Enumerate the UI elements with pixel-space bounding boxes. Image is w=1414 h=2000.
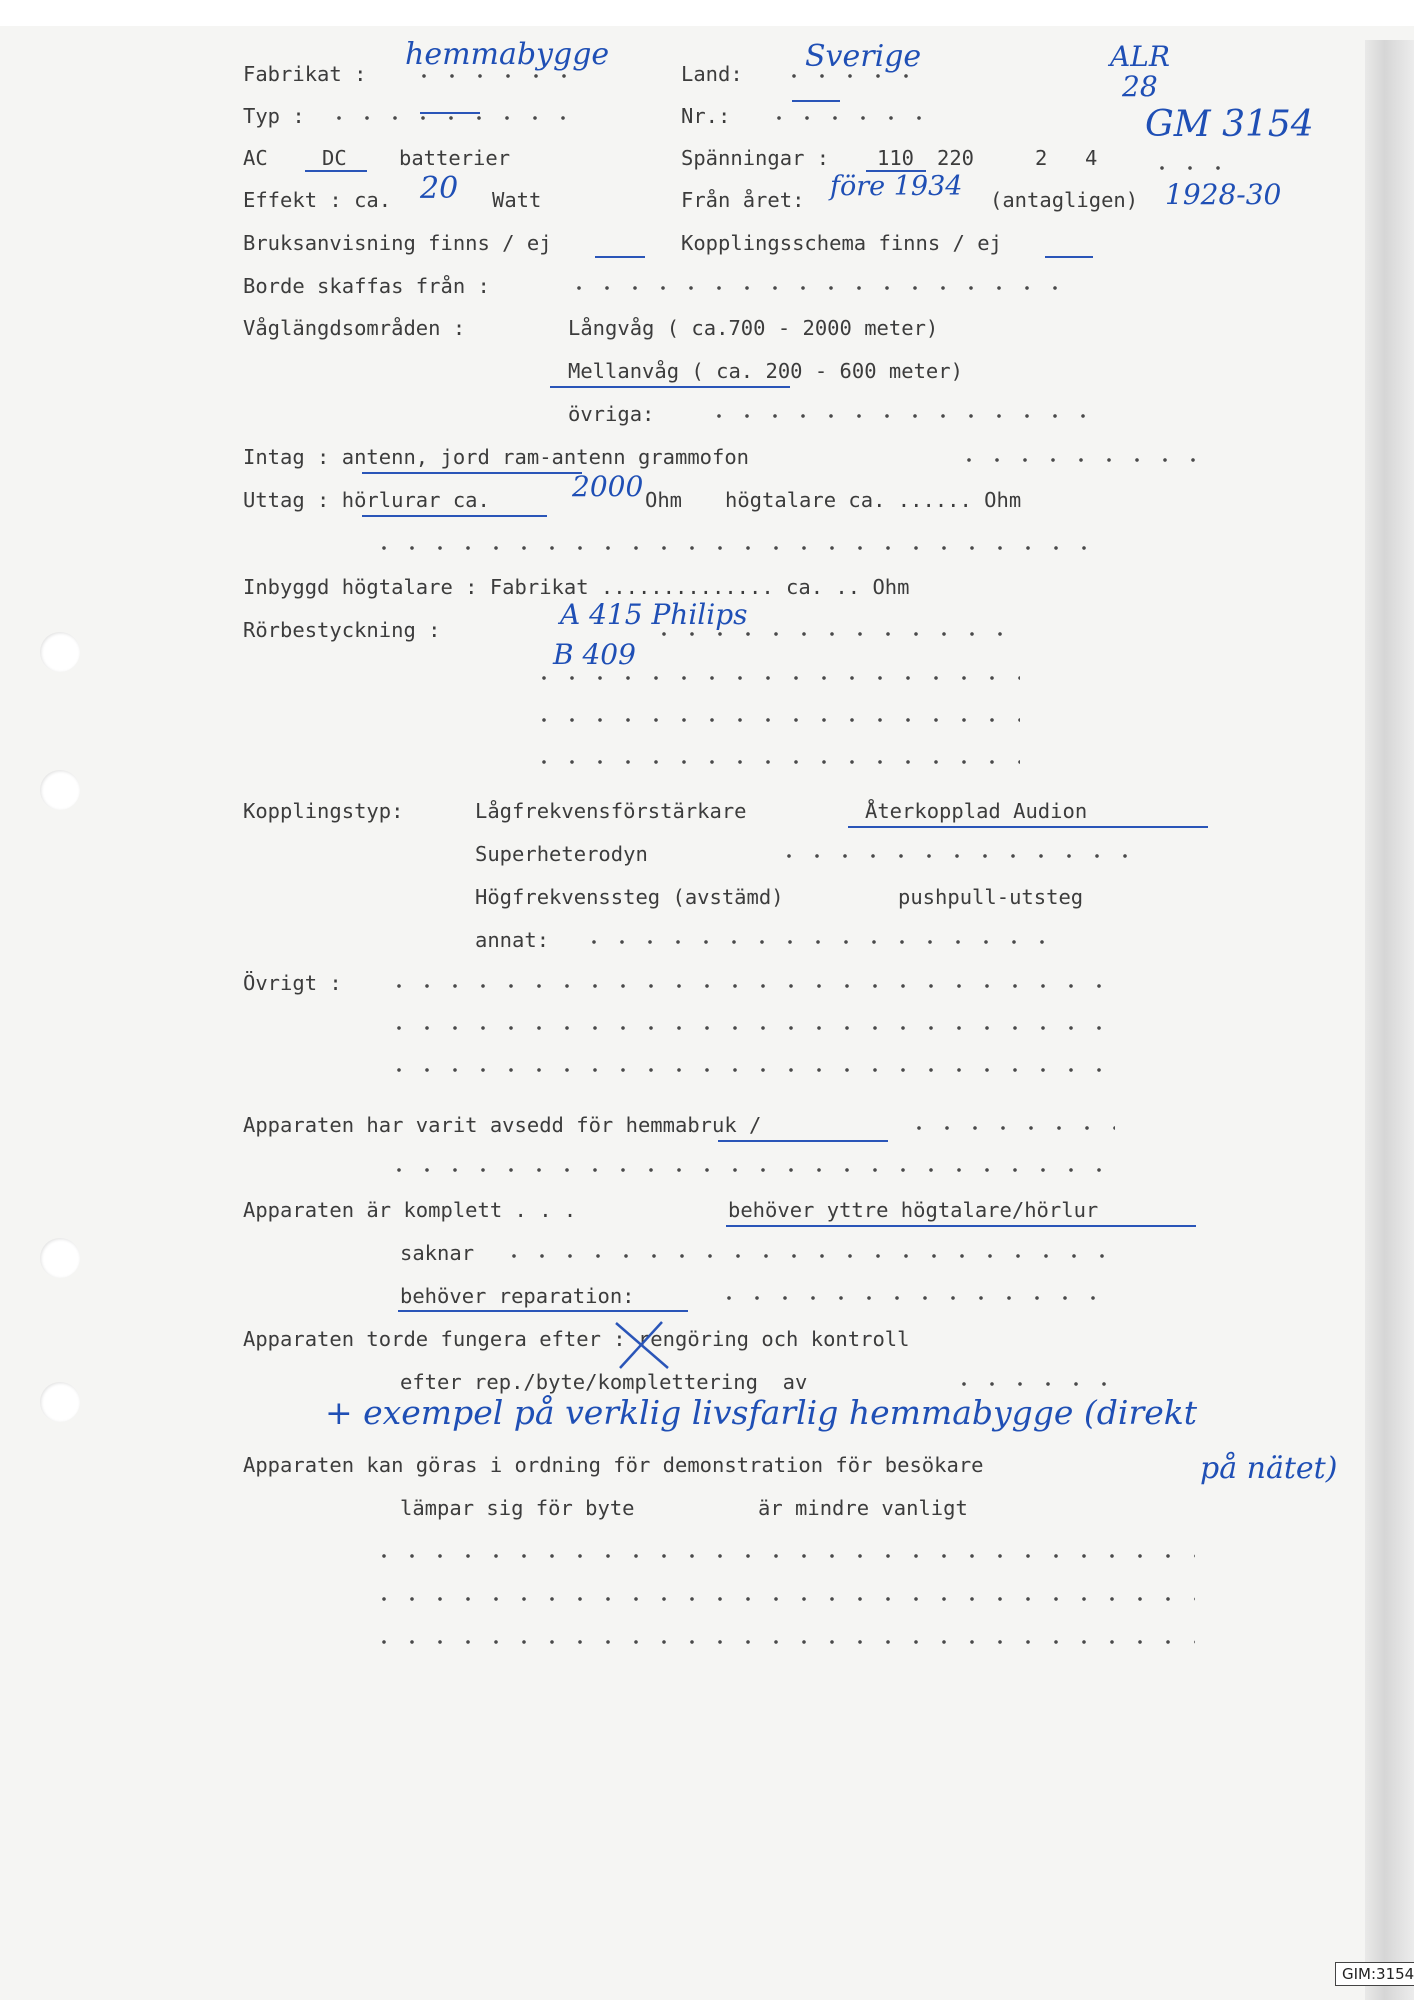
label-komplett: Apparaten är komplett . . .: [243, 1198, 577, 1222]
hand-uttag-value: 2000: [572, 470, 644, 503]
dot-leader: [500, 1254, 1110, 1258]
hand-underline-behover-yttre: [726, 1225, 1196, 1227]
hand-underline-hemmabruk: [718, 1140, 888, 1142]
label-mindre-vanligt: är mindre vanligt: [758, 1496, 968, 1520]
label-borde: Borde skaffas från :: [243, 274, 490, 298]
hand-ref-top: ALR: [1110, 40, 1170, 73]
dot-leader: [385, 984, 1110, 988]
label-kopplingstyp: Kopplingstyp:: [243, 799, 404, 823]
label-fran-aret: Från året:: [681, 188, 805, 212]
dot-leader: [385, 1168, 1110, 1172]
dot-leader: [370, 1597, 1195, 1601]
dot-leader: [565, 286, 1075, 290]
label-ovrigt: Övrigt :: [243, 971, 342, 995]
dot-leader: [530, 676, 1020, 680]
label-behover-reparation: behöver reparation:: [400, 1284, 635, 1308]
dot-leader: [705, 414, 1095, 418]
label-langvag: Långvåg ( ca.700 - 2000 meter): [568, 316, 939, 340]
dot-leader: [385, 1068, 1110, 1072]
dot-leader: [765, 116, 945, 120]
label-annat: annat:: [475, 928, 550, 952]
scan-edge-shadow: [1365, 40, 1414, 2000]
dot-leader: [775, 854, 1145, 858]
dot-leader: [530, 760, 1020, 764]
label-lagfrekvens: Lågfrekvensförstärkare: [475, 799, 747, 823]
label-torde-fungera: Apparaten torde fungera efter : rengöring och kontroll: [243, 1327, 910, 1351]
dot-leader: [370, 1554, 1195, 1558]
label-saknar: saknar: [400, 1241, 475, 1265]
hand-underline-mellanvag: [550, 386, 790, 388]
dot-leader: [955, 458, 1195, 462]
voltage-4: 4: [1085, 146, 1098, 170]
hand-underline-aterkopplad: [848, 826, 1208, 828]
hand-dash: [792, 100, 840, 102]
label-ordning: Apparaten kan göras i ordning för demonstration för besökare: [243, 1453, 984, 1477]
label-pushpull: pushpull-utsteg: [898, 885, 1084, 909]
hand-ref-num: 28: [1122, 70, 1158, 103]
hand-underline-ej: [1045, 256, 1093, 258]
hand-dash: [420, 112, 480, 114]
hand-underline-horlurar: [362, 515, 547, 517]
voltage-110: 110: [877, 146, 915, 170]
label-dc: DC: [322, 146, 347, 170]
archive-stamp: GIM:3154: [1335, 1962, 1414, 1986]
dot-leader: [410, 74, 570, 78]
hand-inventory-number: GM 3154: [1145, 104, 1314, 145]
dot-leader: [370, 1640, 1195, 1644]
dot-leader: [650, 632, 1010, 636]
hand-effekt-value: 20: [420, 171, 459, 206]
hand-underline-intag: [362, 472, 582, 474]
label-spanningar: Spänningar :: [681, 146, 830, 170]
dot-leader: [905, 1126, 1115, 1130]
label-nr: Nr.:: [681, 104, 731, 128]
dot-leader: [325, 116, 585, 120]
label-hogtalare-ca: högtalare ca. ...... Ohm: [725, 488, 1022, 512]
dot-leader: [715, 1296, 1110, 1300]
dot-leader: [385, 1026, 1110, 1030]
label-avsedd: Apparaten har varit avsedd för hemmabruk /: [243, 1113, 762, 1137]
punch-hole: [40, 632, 80, 672]
label-behover-yttre: behöver yttre högtalare/hörlur: [728, 1198, 1099, 1222]
label-mellanvag: Mellanvåg ( ca. 200 - 600 meter): [568, 359, 963, 383]
label-superheterodyn: Superheterodyn: [475, 842, 648, 866]
label-land: Land:: [681, 62, 743, 86]
voltage-2: 2: [1035, 146, 1048, 170]
label-lampar: lämpar sig för byte: [400, 1496, 635, 1520]
label-rorbestyckning: Rörbestyckning :: [243, 618, 441, 642]
hand-tube-1: A 415 Philips: [560, 598, 748, 631]
label-aterkopplad: Återkopplad Audion: [865, 799, 1088, 823]
dot-leader: [1148, 166, 1238, 170]
label-bruksanvisning: Bruksanvisning finns / ej: [243, 231, 552, 255]
label-hogfrekvens: Högfrekvenssteg (avstämd): [475, 885, 784, 909]
dot-leader: [530, 718, 1020, 722]
hand-underline-ej: [595, 256, 645, 258]
label-fabrikat: Fabrikat :: [243, 62, 367, 86]
hand-fabrikat-value: hemmabygge: [405, 37, 610, 72]
label-kopplingsschema: Kopplingsschema finns / ej: [681, 231, 1002, 255]
label-ohm: Ohm: [645, 488, 683, 512]
hand-note-line-2: på nätet): [1200, 1451, 1338, 1486]
label-ac: AC: [243, 146, 268, 170]
hand-underline-dc: [305, 170, 367, 172]
punch-hole: [40, 1382, 80, 1422]
punch-hole: [40, 770, 80, 810]
dot-leader: [950, 1382, 1120, 1386]
hand-probable-years: 1928-30: [1165, 178, 1282, 211]
hand-cross-mark: [612, 1318, 672, 1373]
dot-leader: [780, 74, 930, 78]
hand-underline-behover-reparation: [398, 1310, 688, 1312]
label-typ: Typ :: [243, 104, 305, 128]
voltage-220: 220: [937, 146, 975, 170]
label-watt: Watt: [492, 188, 542, 212]
label-batterier: batterier: [399, 146, 511, 170]
scan-top-margin: [0, 0, 1414, 26]
label-intag: Intag : antenn, jord ram-antenn grammofon: [243, 445, 750, 469]
label-efter-rep: efter rep./byte/komplettering av: [400, 1370, 808, 1394]
hand-tube-2: B 409: [553, 638, 636, 671]
hand-land-value: Sverige: [805, 39, 922, 74]
label-uttag: Uttag : hörlurar ca.: [243, 488, 490, 512]
label-inbyggd: Inbyggd högtalare : Fabrikat .............. ca. .. Ohm: [243, 575, 910, 599]
hand-note-line-1: + exempel på verklig livsfarlig hemmabygge (direkt: [325, 1393, 1198, 1432]
label-effekt: Effekt : ca.: [243, 188, 392, 212]
dot-leader: [580, 940, 1050, 944]
hand-year-value: före 1934: [830, 171, 963, 202]
label-antagligen: (antagligen): [990, 188, 1139, 212]
punch-hole: [40, 1238, 80, 1278]
label-ovriga: övriga:: [568, 402, 655, 426]
dot-leader: [370, 546, 1090, 550]
label-vaglangd: Våglängdsområden :: [243, 316, 466, 340]
